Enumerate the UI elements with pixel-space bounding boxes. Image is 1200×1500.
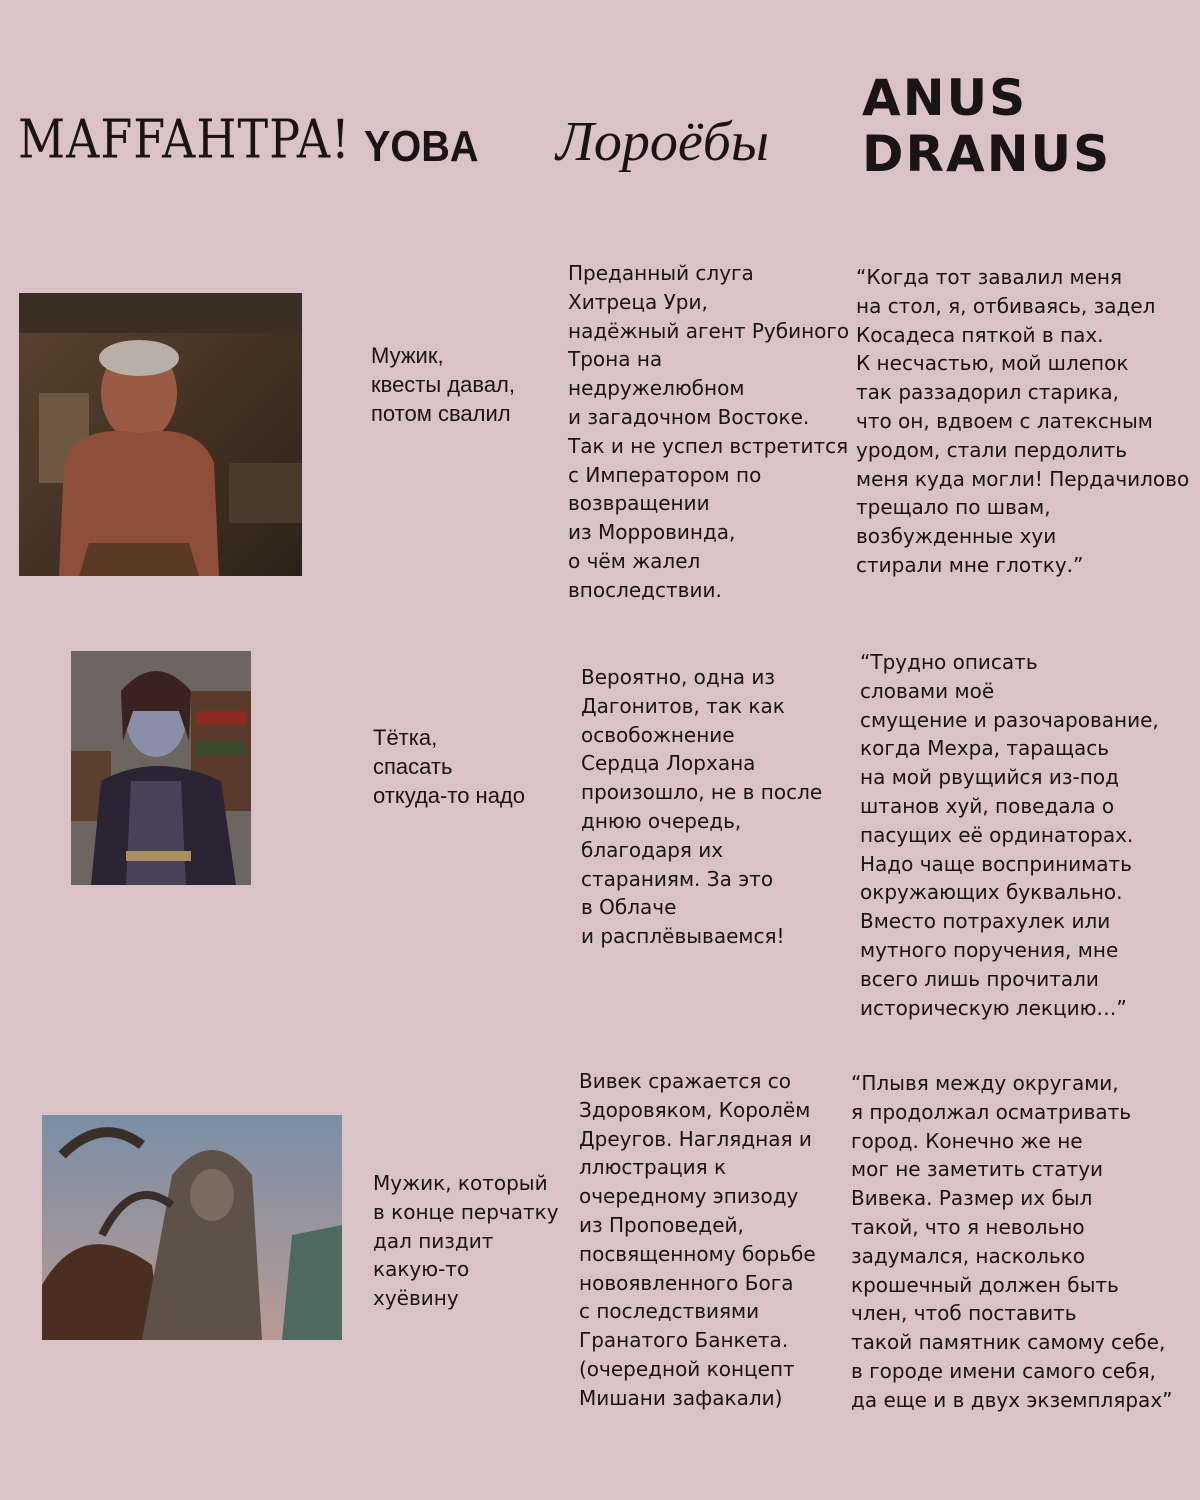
row3-short: Мужик, который в конце перчатку дал пиздит какую-то хуёвину — [373, 1171, 559, 1311]
row3-quote: “Плывя между округами, я продолжал осматривать город. Конечно же не мог не заметить статуи Вивека. Размер их был такой, что я невольно задумался, насколько крошечный должен быть член, чтоб поставить такой памятник самому себе, в городе имени самого себя, да еще и в двух экземплярах” — [851, 1071, 1173, 1412]
portrait-mehra — [71, 651, 251, 885]
portrait-vivec-statue — [42, 1115, 342, 1340]
row1-quote: “Когда тот завалил меня на стол, я, отбиваясь, задел Косадеса пяткой в пах. К несчастью, мой шлепок так раззадорил старика, что он, вдвоем с латексным уродом, стали пердолить меня куда могли! Пердачилово трещало по швам, возбужденные хуи стирали мне глотку.” — [856, 265, 1190, 577]
header-anus-line2: DRANUS — [862, 125, 1112, 183]
header-anus-line1: ANUS — [862, 69, 1028, 127]
row3-lore: Вивек сражается со Здоровяком, Королём Дреугов. Наглядная и ллюстрация к очередному эпизоду из Проповедей, посвященному борьбе новоявленного Бога с последствиями Гранатого Банкета. (очередной концепт Мишани зафакали) — [579, 1069, 816, 1410]
row2-quote: “Трудно описать словами моё смущение и разочарование, когда Мехра, таращась на мой рвущийся из-под штанов хуй, поведала о пасущих её ординаторах. Надо чаще воспринимать окружающих буквально. Вместо потрахулек или мутного поручения, мне всего лишь прочитали историческую лекцию…” — [860, 650, 1159, 1020]
header-anus-dranus — [862, 70, 1111, 182]
header-daedric: MAFFAHTPA! — [18, 107, 351, 171]
row2-short: Тётка, спасать откуда-то надо — [373, 725, 526, 808]
row2-lore: Вероятно, одна из Дагонитов, так как освобожнение Сердца Лорхана произошло, не в после днюю очередь, благодаря их стараниям. За это в Облаче и расплёвываемся! — [581, 665, 823, 949]
portrait-caius — [19, 293, 302, 576]
row1-short: Мужик, квесты давал, потом свалил — [371, 343, 515, 426]
row1-lore: Преданный слуга Хитреца Ури, надёжный агент Рубиного Трона на недружелюбном и загадочном Востоке. Так и не успел встретится с Императором по возвращении из Морровинда, о чём жалел впоследствии. — [568, 261, 850, 602]
header-loroeby: Лороёбы — [556, 111, 769, 173]
header-yoba: YOBA — [364, 122, 479, 171]
